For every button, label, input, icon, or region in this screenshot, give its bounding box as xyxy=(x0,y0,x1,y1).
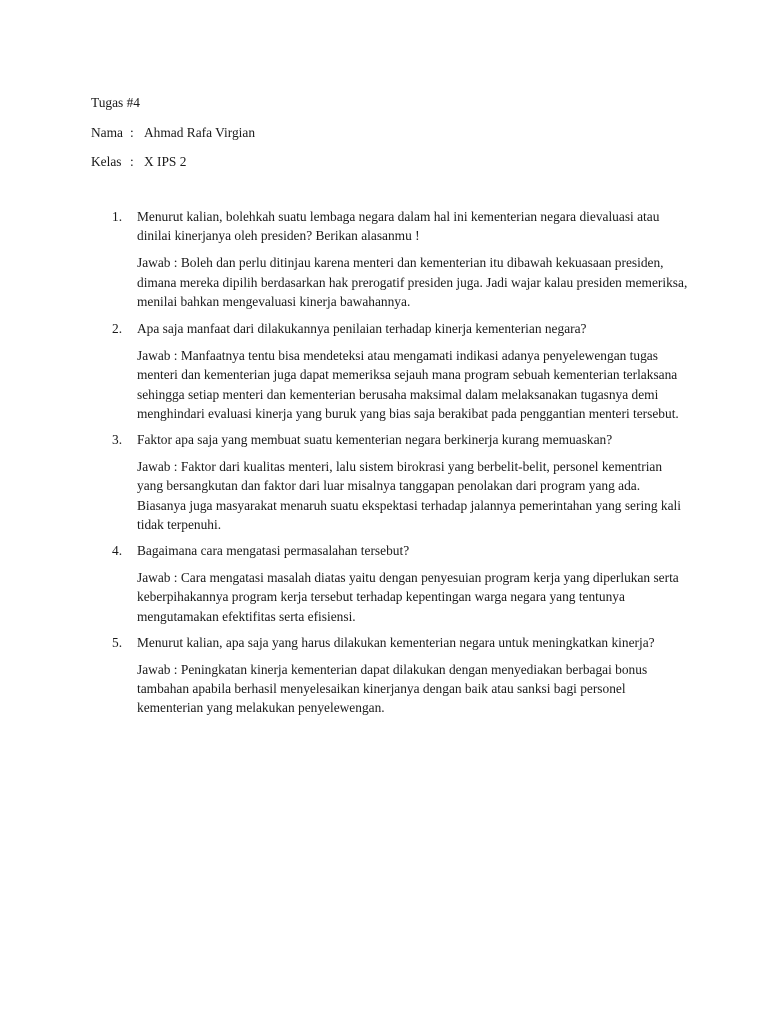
question-number: 2. xyxy=(112,321,123,337)
student-class-line xyxy=(91,153,186,171)
question-number: 3. xyxy=(112,432,123,448)
class-value: X IPS 2 xyxy=(144,154,187,169)
name-value: Ahmad Rafa Virgian xyxy=(144,125,256,140)
question-item-1 xyxy=(91,207,691,311)
assignment-title-text: Tugas #4 xyxy=(91,95,140,110)
question-item-3 xyxy=(91,430,691,534)
answer-text: Jawab : Manfaatnya tentu bisa mendeteksi atau mengamati indikasi adanya penyelewengan tugas menteri dan kementerian juga dapat memeriksa sejauh mana program sebuah kementerian terlaksana sehingga setiap menteri dan kementerian berusaha maksimal dalam melaksanakan tugasnya demi menghindari evaluasi kinerja yang buruk yang bias saja berakibat pada penggantian menteri tersebut. xyxy=(137,348,679,421)
question-text: Bagaimana cara mengatasi permasalahan tersebut? xyxy=(137,543,410,559)
name-label: Nama xyxy=(91,125,123,140)
class-separator: : xyxy=(130,154,134,169)
question-text: Faktor apa saja yang membuat suatu kementerian negara berkinerja kurang memuaskan? xyxy=(137,432,613,448)
answer-text: Jawab : Faktor dari kualitas menteri, lalu sistem birokrasi yang berbelit-belit, personel kementrian yang bersangkutan dan faktor dari luar misalnya tanggapan penolakan dari program yang ada. Biasanya juga masyarakat menaruh suatu ekspektasi terhadap jalannya pemerintahan yang sering kali tidak terpenuhi. xyxy=(137,459,681,532)
question-item-2 xyxy=(91,319,691,423)
question-number: 4. xyxy=(112,543,123,559)
student-name-line xyxy=(91,124,255,142)
class-label: Kelas xyxy=(91,154,122,169)
question-text: Menurut kalian, apa saja yang harus dilakukan kementerian negara untuk meningkatkan kinerja? xyxy=(137,634,655,650)
question-text: Apa saja manfaat dari dilakukannya penilaian terhadap kinerja kementerian negara? xyxy=(137,321,587,337)
answer-text: Jawab : Boleh dan perlu ditinjau karena menteri dan kementerian itu dibawah kekuasaan presiden, dimana mereka dipilih berdasarkan hak prerogatif presiden juga. Jadi wajar kalau presiden memeriksa, menilai bahkan mengevaluasi kinerja bawahannya. xyxy=(137,255,688,309)
question-item-5 xyxy=(91,633,691,718)
answer-text: Jawab : Peningkatan kinerja kementerian dapat dilakukan dengan menyediakan berbagai bonus tambahan apabila berhasil menyelesaikan kinerjanya dengan baik atau sanksi bagi personel kementerian yang melakukan penyelewengan. xyxy=(137,662,648,716)
answer-text: Jawab : Cara mengatasi masalah diatas yaitu dengan penyesuian program kerja yang diperlukan serta keberpihakannya program kerja tersebut terhadap kepentingan warga negara yang tentunya mengutamakan efektifitas serta efisiensi. xyxy=(137,570,679,624)
question-number: 5. xyxy=(112,634,123,650)
name-separator: : xyxy=(130,125,134,140)
question-number: 1. xyxy=(112,209,123,224)
assignment-title xyxy=(91,94,140,112)
question-list xyxy=(91,207,691,718)
question-text: Menurut kalian, bolehkah suatu lembaga negara dalam hal ini kementerian negara dievaluasi atau dinilai kinerjanya oleh presiden? Berikan alasanmu ! xyxy=(137,209,660,244)
question-item-4 xyxy=(91,541,691,626)
